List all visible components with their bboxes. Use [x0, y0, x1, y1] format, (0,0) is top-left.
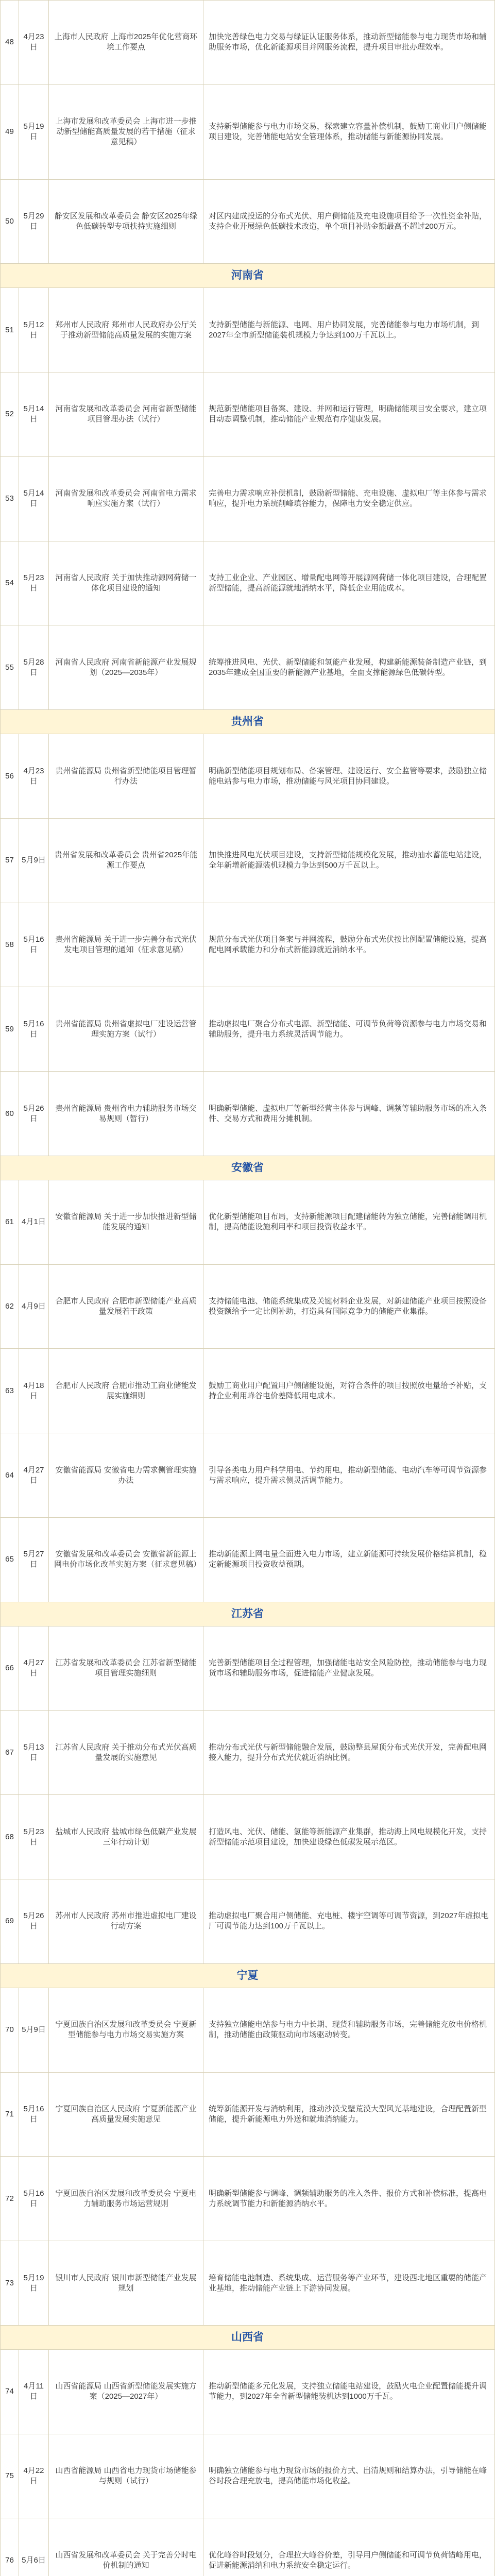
row-summary: 统筹新能源开发与消纳利用，推动沙漠戈壁荒漠大型风光基地建设，合理配置新型储能，提升新能源电力外送和就地消纳能力。	[203, 2072, 495, 2157]
row-summary: 明确独立储能参与电力现货市场的报价方式、出清规则和结算办法，引导储能在峰谷时段合理充放电，提高储能市场化收益。	[203, 2434, 495, 2518]
row-date: 4月1日	[19, 1180, 49, 1264]
row-issuer: 盐城市人民政府 盐城市绿色低碳产业发展三年行动计划	[49, 1795, 203, 1879]
row-number: 72	[1, 2157, 19, 2241]
row-number: 75	[1, 2434, 19, 2518]
row-number: 76	[1, 2518, 19, 2576]
row-date: 5月16日	[19, 903, 49, 987]
row-number: 71	[1, 2072, 19, 2157]
row-summary: 打造风电、光伏、储能、氢能等新能源产业集群，推动海上风电规模化开发，支持新型储能示范项目建设，加快建设绿色低碳发展示范区。	[203, 1795, 495, 1879]
row-date: 5月26日	[19, 1072, 49, 1156]
row-issuer: 郑州市人民政府 郑州市人民政府办公厅关于推动新型储能高质量发展的实施方案	[49, 288, 203, 372]
row-summary: 规范分布式光伏项目备案与并网流程，鼓励分布式光伏按比例配置储能设施，提高配电网承载能力和分布式新能源就近消纳水平。	[203, 903, 495, 987]
table-row	[1, 1072, 495, 1156]
row-date: 5月23日	[19, 1795, 49, 1879]
row-date: 5月19日	[19, 2241, 49, 2326]
row-summary: 鼓励工商业用户配置用户侧储能设施，对符合条件的项目按照放电量给予补贴，支持企业利用峰谷电价差降低用电成本。	[203, 1349, 495, 1433]
row-number: 51	[1, 288, 19, 372]
province-name: 江苏省	[1, 1602, 495, 1626]
row-issuer: 银川市人民政府 银川市新型储能产业发展规划	[49, 2241, 203, 2326]
row-date: 5月14日	[19, 372, 49, 457]
province-header-row	[1, 2325, 495, 2349]
row-summary: 统筹推进风电、光伏、新型储能和氢能产业发展，构建新能源装备制造产业链，到2035年建成全国重要的新能源产业基地，全面支撑能源绿色低碳转型。	[203, 625, 495, 710]
row-number: 53	[1, 456, 19, 541]
row-summary: 加快完善绿色电力交易与绿证认证服务体系，推动新型储能参与电力现货市场和辅助服务市场，优化新能源项目并网服务流程，提升项目审批办理效率。	[203, 1, 495, 85]
table-row	[1, 1988, 495, 2072]
row-issuer: 宁夏回族自治区发展和改革委员会 宁夏电力辅助服务市场运营规则	[49, 2157, 203, 2241]
row-issuer: 河南省人民政府 河南省新能源产业发展规划（2025—2035年）	[49, 625, 203, 710]
policy-table-body	[1, 1, 495, 2576]
row-summary: 支持新型储能与新能源、电网、用户协同发展，完善储能参与电力市场机制，到2027年全市新型储能装机规模力争达到100万千瓦以上。	[203, 288, 495, 372]
row-number: 57	[1, 818, 19, 903]
table-row	[1, 903, 495, 987]
row-issuer: 江苏省人民政府 关于推动分布式光伏高质量发展的实施意见	[49, 1710, 203, 1795]
table-row	[1, 372, 495, 457]
row-summary: 明确新型储能项目规划布局、备案管理、建设运行、安全监管等要求，鼓励独立储能电站参与电力市场，推动储能与风光项目协同建设。	[203, 734, 495, 819]
row-number: 63	[1, 1349, 19, 1433]
row-summary: 推动新能源上网电量全面进入电力市场，建立新能源可持续发展价格结算机制，稳定新能源项目投资收益预期。	[203, 1518, 495, 1602]
table-row	[1, 456, 495, 541]
row-date: 4月27日	[19, 1626, 49, 1710]
row-date: 4月18日	[19, 1349, 49, 1433]
row-issuer: 安徽省能源局 关于进一步加快推进新型储能发展的通知	[49, 1180, 203, 1264]
row-issuer: 河南省发展和改革委员会 河南省电力需求响应实施方案（试行）	[49, 456, 203, 541]
row-issuer: 山西省能源局 山西省新型储能发展实施方案（2025—2027年）	[49, 2349, 203, 2434]
province-header-row	[1, 1156, 495, 1180]
table-row	[1, 1626, 495, 1710]
row-number: 66	[1, 1626, 19, 1710]
row-number: 67	[1, 1710, 19, 1795]
row-number: 70	[1, 1988, 19, 2072]
table-row	[1, 2434, 495, 2518]
province-header-row	[1, 1963, 495, 1988]
province-name: 宁夏	[1, 1963, 495, 1988]
table-row	[1, 288, 495, 372]
row-summary: 规范新型储能项目备案、建设、并网和运行管理，明确储能项目安全要求，建立项目动态调整机制，推动储能产业规范有序健康发展。	[203, 372, 495, 457]
row-date: 4月9日	[19, 1264, 49, 1349]
row-issuer: 山西省发展和改革委员会 关于完善分时电价机制的通知	[49, 2518, 203, 2576]
table-row	[1, 1, 495, 85]
row-issuer: 贵州省能源局 贵州省虚拟电厂建设运营管理实施方案（试行）	[49, 987, 203, 1072]
row-issuer: 江苏省发展和改革委员会 江苏省新型储能项目管理实施细则	[49, 1626, 203, 1710]
table-row	[1, 1710, 495, 1795]
row-date: 5月6日	[19, 2518, 49, 2576]
row-date: 5月12日	[19, 288, 49, 372]
table-row	[1, 2072, 495, 2157]
table-row	[1, 1433, 495, 1518]
row-issuer: 安徽省能源局 安徽省电力需求侧管理实施办法	[49, 1433, 203, 1518]
row-number: 56	[1, 734, 19, 819]
row-date: 5月16日	[19, 987, 49, 1072]
province-header-row	[1, 1602, 495, 1626]
province-name: 河南省	[1, 264, 495, 288]
row-number: 64	[1, 1433, 19, 1518]
row-date: 4月23日	[19, 734, 49, 819]
row-number: 48	[1, 1, 19, 85]
table-row	[1, 1264, 495, 1349]
row-issuer: 河南省人民政府 关于加快推动源网荷储一体化项目建设的通知	[49, 541, 203, 625]
row-issuer: 合肥市人民政府 合肥市新型储能产业高质量发展若干政策	[49, 1264, 203, 1349]
row-issuer: 贵州省能源局 贵州省新型储能项目管理暂行办法	[49, 734, 203, 819]
row-date: 5月29日	[19, 179, 49, 264]
row-summary: 推动分布式光伏与新型储能融合发展，鼓励整县屋顶分布式光伏开发，完善配电网接入能力，提升分布式光伏就近消纳比例。	[203, 1710, 495, 1795]
row-summary: 支持工业企业、产业园区、增量配电网等开展源网荷储一体化项目建设，合理配置新型储能，提高新能源就地消纳水平，降低企业用能成本。	[203, 541, 495, 625]
province-name: 安徽省	[1, 1156, 495, 1180]
row-summary: 完善电力需求响应补偿机制，鼓励新型储能、充电设施、虚拟电厂等主体参与需求响应，提升电力系统削峰填谷能力，保障电力安全稳定供应。	[203, 456, 495, 541]
row-number: 60	[1, 1072, 19, 1156]
row-summary: 对区内建成投运的分布式光伏、用户侧储能及充电设施项目给予一次性资金补贴，支持企业开展绿色低碳技术改造，单个项目补贴金额最高不超过200万元。	[203, 179, 495, 264]
province-name: 山西省	[1, 2325, 495, 2349]
row-number: 59	[1, 987, 19, 1072]
province-header-row	[1, 710, 495, 734]
row-date: 5月16日	[19, 2072, 49, 2157]
row-date: 5月9日	[19, 818, 49, 903]
row-number: 55	[1, 625, 19, 710]
row-issuer: 河南省发展和改革委员会 河南省新型储能项目管理办法（试行）	[49, 372, 203, 457]
row-issuer: 山西省能源局 山西省电力现货市场储能参与规则（试行）	[49, 2434, 203, 2518]
row-summary: 支持储能电池、储能系统集成及关键材料企业发展，对新建储能产业项目按照设备投资额给予一定比例补助，打造具有国际竞争力的储能产业集群。	[203, 1264, 495, 1349]
table-row	[1, 2518, 495, 2576]
table-row	[1, 1180, 495, 1264]
row-issuer: 宁夏回族自治区发展和改革委员会 宁夏新型储能参与电力市场交易实施方案	[49, 1988, 203, 2072]
row-number: 65	[1, 1518, 19, 1602]
row-summary: 明确新型储能参与调峰、调频辅助服务的准入条件、报价方式和补偿标准，提高电力系统调节能力和新能源消纳水平。	[203, 2157, 495, 2241]
row-number: 52	[1, 372, 19, 457]
row-date: 4月23日	[19, 1, 49, 85]
row-issuer: 贵州省能源局 贵州省电力辅助服务市场交易规则（暂行）	[49, 1072, 203, 1156]
row-number: 49	[1, 84, 19, 179]
row-summary: 优化新型储能项目布局，支持新能源项目配建储能转为独立储能，完善储能调用机制，提高储能设施利用率和项目投资收益水平。	[203, 1180, 495, 1264]
row-issuer: 贵州省发展和改革委员会 贵州省2025年能源工作要点	[49, 818, 203, 903]
row-summary: 推动虚拟电厂聚合用户侧储能、充电桩、楼宇空调等可调节资源，到2027年虚拟电厂可调节能力达到100万千瓦以上。	[203, 1879, 495, 1964]
table-row	[1, 179, 495, 264]
row-date: 5月19日	[19, 84, 49, 179]
row-issuer: 上海市发展和改革委员会 上海市进一步推动新型储能高质量发展的若干措施（征求意见稿）	[49, 84, 203, 179]
row-summary: 推动虚拟电厂聚合分布式电源、新型储能、可调节负荷等资源参与电力市场交易和辅助服务，提升电力系统灵活调节能力。	[203, 987, 495, 1072]
row-summary: 支持独立储能电站参与电力中长期、现货和辅助服务市场，完善储能充放电价格机制，推动储能由政策驱动向市场驱动转变。	[203, 1988, 495, 2072]
row-summary: 加快推进风电光伏项目建设，支持新型储能规模化发展，推动抽水蓄能电站建设，全年新增新能源装机规模力争达到500万千瓦以上。	[203, 818, 495, 903]
row-number: 61	[1, 1180, 19, 1264]
table-row	[1, 541, 495, 625]
row-number: 68	[1, 1795, 19, 1879]
row-number: 73	[1, 2241, 19, 2326]
province-name: 贵州省	[1, 710, 495, 734]
table-row	[1, 84, 495, 179]
row-date: 4月27日	[19, 1433, 49, 1518]
row-summary: 培育储能电池制造、系统集成、运营服务等产业环节，建设西北地区重要的储能产业基地，推动储能产业链上下游协同发展。	[203, 2241, 495, 2326]
row-number: 69	[1, 1879, 19, 1964]
row-date: 4月11日	[19, 2349, 49, 2434]
row-summary: 完善新型储能项目全过程管理，加强储能电站安全风险防控，推动储能参与电力现货市场和辅助服务市场，促进储能产业健康发展。	[203, 1626, 495, 1710]
row-date: 5月14日	[19, 456, 49, 541]
row-number: 58	[1, 903, 19, 987]
province-header-row	[1, 264, 495, 288]
row-summary: 支持新型储能参与电力市场交易，探索建立容量补偿机制，鼓励工商业用户侧储能项目建设，完善储能电站安全管理体系，推动储能与新能源协同发展。	[203, 84, 495, 179]
row-date: 5月26日	[19, 1879, 49, 1964]
table-row	[1, 625, 495, 710]
row-issuer: 苏州市人民政府 苏州市推进虚拟电厂建设行动方案	[49, 1879, 203, 1964]
row-summary: 推动新型储能多元化发展，支持独立储能电站建设，鼓励火电企业配置储能提升调节能力，到2027年全省新型储能装机达到1000万千瓦。	[203, 2349, 495, 2434]
table-row	[1, 1518, 495, 1602]
table-row	[1, 2241, 495, 2326]
row-number: 74	[1, 2349, 19, 2434]
row-date: 5月16日	[19, 2157, 49, 2241]
row-issuer: 静安区发展和改革委员会 静安区2025年绿色低碳转型专项扶持实施细则	[49, 179, 203, 264]
table-row	[1, 2349, 495, 2434]
row-date: 5月13日	[19, 1710, 49, 1795]
table-row	[1, 987, 495, 1072]
table-row	[1, 818, 495, 903]
row-issuer: 宁夏回族自治区人民政府 宁夏新能源产业高质量发展实施意见	[49, 2072, 203, 2157]
table-row	[1, 1879, 495, 1964]
row-issuer: 贵州省能源局 关于进一步完善分布式光伏发电项目管理的通知（征求意见稿）	[49, 903, 203, 987]
row-date: 5月23日	[19, 541, 49, 625]
row-issuer: 合肥市人民政府 合肥市推动工商业储能发展实施细则	[49, 1349, 203, 1433]
table-row	[1, 734, 495, 819]
row-summary: 优化峰谷时段划分，合理拉大峰谷价差，引导用户侧储能和可调节负荷错峰用电，促进新能源消纳和电力系统安全稳定运行。	[203, 2518, 495, 2576]
row-summary: 引导各类电力用户科学用电、节约用电，推动新型储能、电动汽车等可调节资源参与需求响应，提升需求侧灵活调节能力。	[203, 1433, 495, 1518]
row-date: 4月22日	[19, 2434, 49, 2518]
row-date: 5月27日	[19, 1518, 49, 1602]
table-row	[1, 1795, 495, 1879]
row-issuer: 上海市人民政府 上海市2025年优化营商环境工作要点	[49, 1, 203, 85]
row-date: 5月9日	[19, 1988, 49, 2072]
row-number: 62	[1, 1264, 19, 1349]
table-row	[1, 1349, 495, 1433]
row-summary: 明确新型储能、虚拟电厂等新型经营主体参与调峰、调频等辅助服务市场的准入条件、交易方式和费用分摊机制。	[203, 1072, 495, 1156]
row-date: 5月28日	[19, 625, 49, 710]
row-issuer: 安徽省发展和改革委员会 安徽省新能源上网电价市场化改革实施方案（征求意见稿）	[49, 1518, 203, 1602]
row-number: 50	[1, 179, 19, 264]
row-number: 54	[1, 541, 19, 625]
table-row	[1, 2157, 495, 2241]
